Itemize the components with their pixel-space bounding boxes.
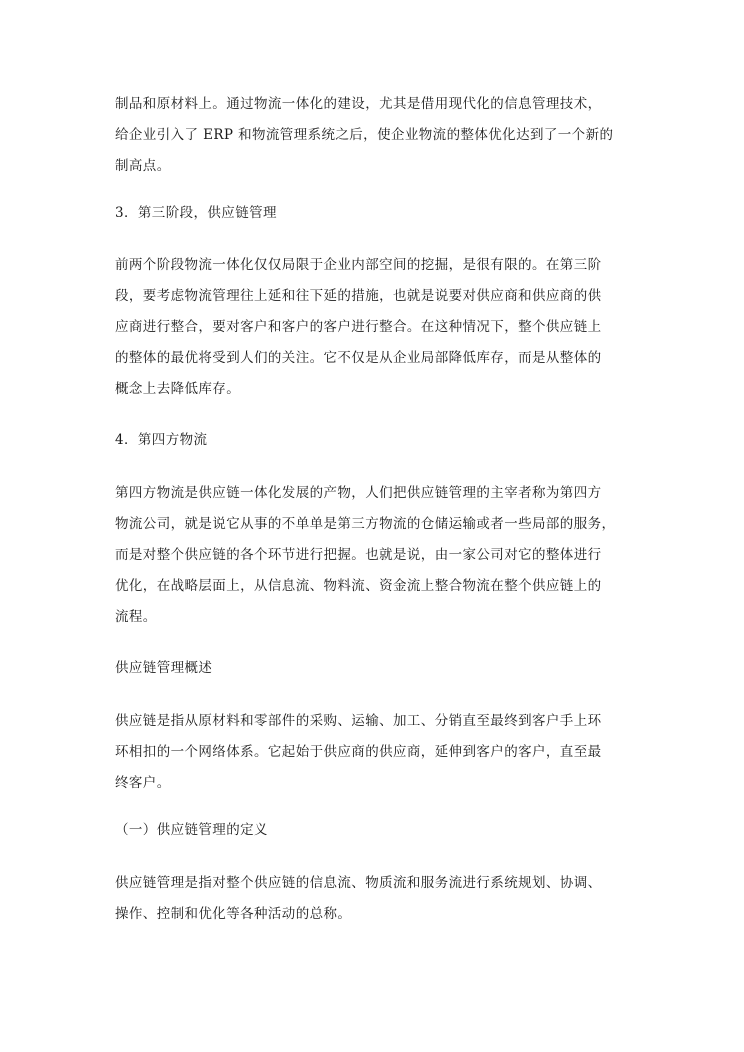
- text-line: 环相扣的一个网络体系。它起始于供应商的供应商，延伸到客户的客户，直至最: [115, 744, 602, 760]
- text-line: 供应链是指从原材料和零部件的采购、运输、加工、分销直至最终到客户手上环: [115, 713, 602, 729]
- paragraph-stage3: [115, 250, 635, 405]
- heading-4pl: [115, 425, 635, 456]
- paragraph-definition: [115, 868, 635, 930]
- heading-definition: [115, 815, 635, 846]
- text-line: 段，要考虑物流管理往上延和往下延的措施，也就是说要对供应商和供应商的供: [115, 288, 602, 304]
- heading-scm-overview: [115, 653, 635, 684]
- section-heading: 3．第三阶段，供应链管理: [115, 205, 277, 221]
- section-heading: 供应链管理概述: [115, 660, 213, 676]
- text-line: 的整体的最优将受到人们的关注。它不仅是从企业局部降低库存，而是从整体的: [115, 350, 602, 366]
- heading-stage3: [115, 198, 635, 229]
- text-line: 制高点。: [115, 158, 171, 174]
- text-line: 操作、控制和优化等各种活动的总称。: [115, 906, 352, 922]
- text-line: 前两个阶段物流一体化仅仅局限于企业内部空间的挖掘，是很有限的。在第三阶: [115, 257, 602, 273]
- text-line: 应商进行整合，要对客户和客户的客户进行整合。在这种情况下，整个供应链上: [115, 319, 602, 335]
- text-line: 供应链管理是指对整个供应链的信息流、物质流和服务流进行系统规划、协调、: [115, 875, 602, 891]
- text-line: 物流公司，就是说它从事的不单单是第三方物流的仓储运输或者一些局部的服务，: [115, 516, 616, 532]
- text-line: 流程。: [115, 609, 157, 625]
- text-line: 制品和原材料上。通过物流一体化的建设，尤其是借用现代化的信息管理技术，: [115, 96, 602, 112]
- text-line: 而是对整个供应链的各个环节进行把握。也就是说，由一家公司对它的整体进行: [115, 547, 602, 563]
- text-line: 概念上去降低库存。: [115, 381, 241, 397]
- section-heading: 4．第四方物流: [115, 432, 208, 448]
- text-line: 终客户。: [115, 775, 171, 791]
- text-line: 给企业引入了 ERP 和物流管理系统之后，使企业物流的整体优化达到了一个新的: [115, 127, 614, 143]
- paragraph-4pl: [115, 478, 635, 633]
- section-heading: （一）供应链管理的定义: [115, 822, 268, 838]
- paragraph-scm-overview: [115, 706, 635, 799]
- text-line: 第四方物流是供应链一体化发展的产物，人们把供应链管理的主宰者称为第四方: [115, 485, 602, 501]
- text-line: 优化，在战略层面上，从信息流、物料流、资金流上整合物流在整个供应链上的: [115, 578, 602, 594]
- paragraph-intro-tail: [115, 89, 635, 182]
